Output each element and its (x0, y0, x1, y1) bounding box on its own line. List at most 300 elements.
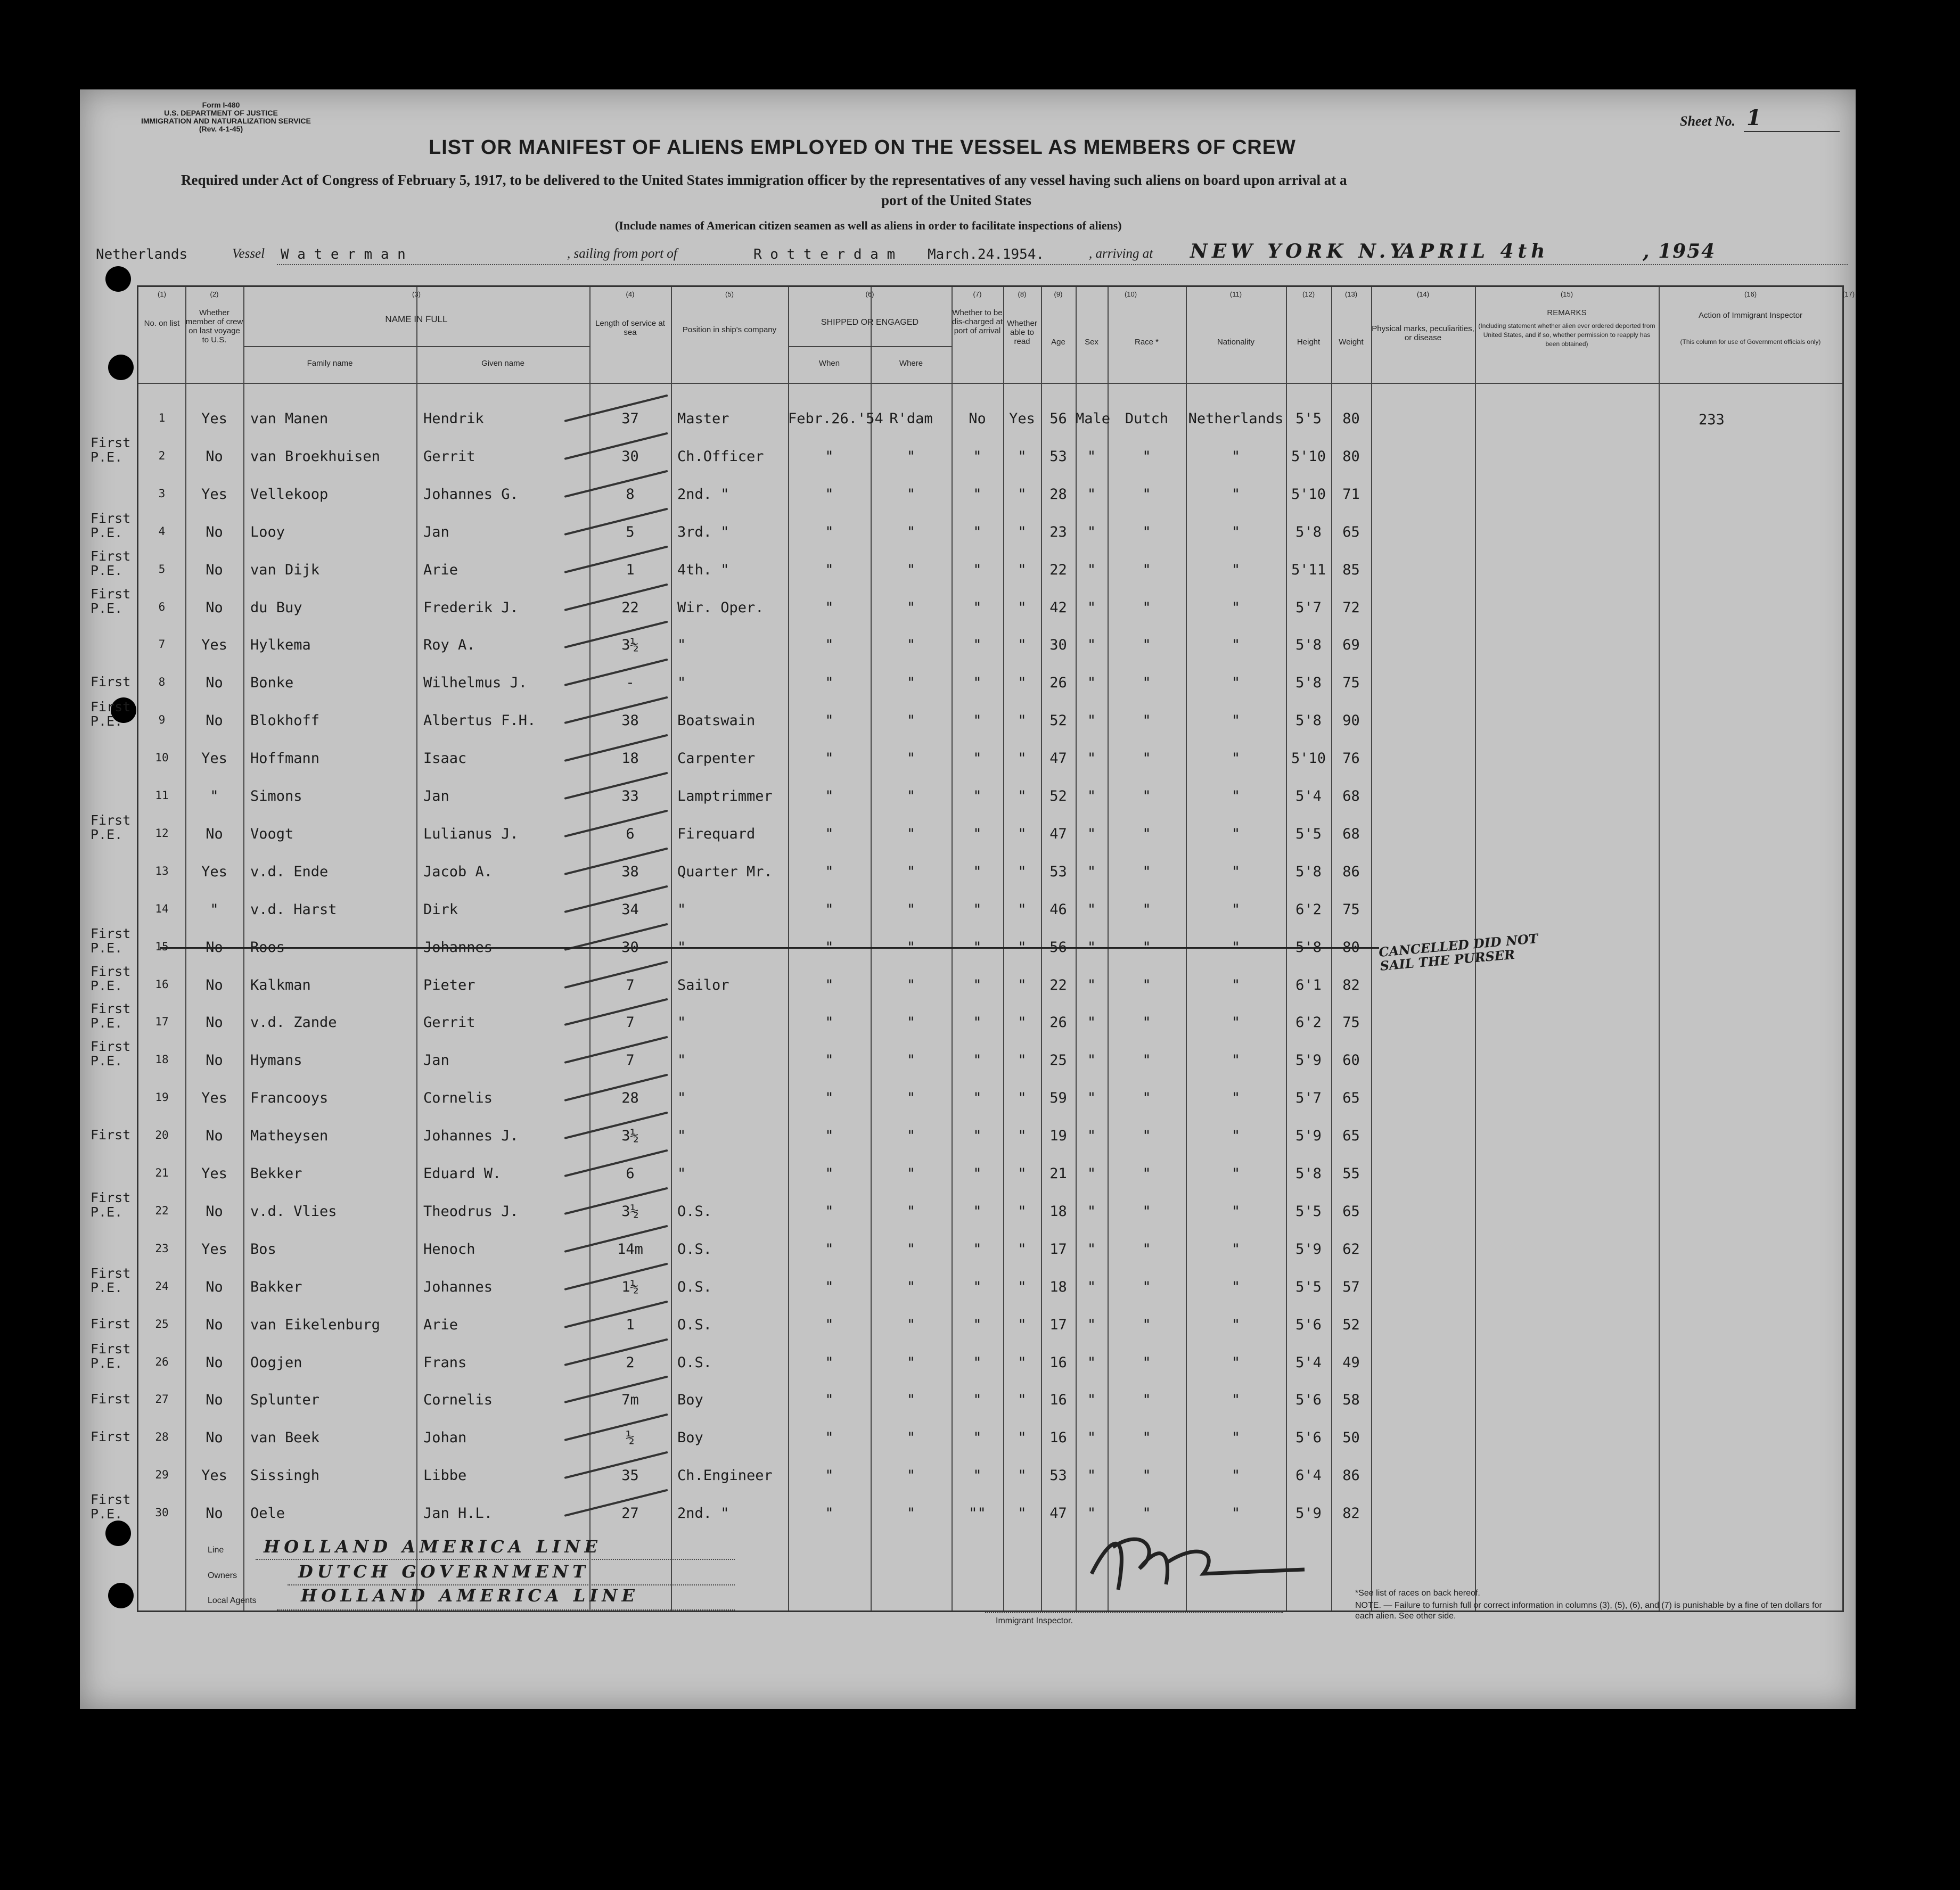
cell-position: " (677, 901, 686, 918)
cell-position: O.S. (677, 1278, 712, 1295)
cell-given: Roy A. (423, 637, 475, 654)
cell-service: 28 (621, 1090, 639, 1107)
column-rule (1659, 287, 1660, 1610)
cell-prev: No (206, 1278, 223, 1295)
sailing-label: , sailing from port of (567, 246, 677, 261)
cell-no: 2 (158, 449, 166, 462)
cell-position: " (677, 1128, 686, 1145)
cell-nationality: " (1231, 1090, 1241, 1107)
cell-no: 11 (155, 789, 169, 802)
cell-given: Jan H.L. (423, 1505, 493, 1522)
cell-discharged: No (969, 410, 986, 427)
cell-weight: 57 (1342, 1278, 1360, 1295)
cell-height: 5'8 (1295, 939, 1322, 956)
cell-prev: Yes (201, 1240, 227, 1258)
cell-when: " (825, 976, 834, 993)
cell-height: 5'8 (1295, 675, 1322, 692)
cell-age: 28 (1049, 486, 1067, 503)
cell-prev: No (206, 1052, 223, 1069)
cell-service: 34 (621, 901, 639, 918)
line-label: Line (208, 1546, 224, 1555)
cell-given: Lulianus J. (423, 825, 519, 842)
cell-race: " (1142, 486, 1151, 503)
column-number: (9) (1054, 290, 1063, 298)
cell-age: 53 (1049, 448, 1067, 465)
cell-age: 21 (1049, 1165, 1067, 1182)
cell-position: " (677, 1014, 686, 1031)
cell-sex: " (1087, 1392, 1096, 1409)
cell-sex: " (1087, 788, 1096, 804)
col-race-header: Race * (1134, 338, 1159, 347)
cell-height: 5'4 (1295, 788, 1322, 804)
first-pe-note: First P.E. (91, 963, 131, 993)
cell-nationality: " (1231, 1128, 1241, 1145)
cell-discharged: " (973, 750, 982, 767)
footer-rules (288, 1584, 735, 1585)
cell-weight: 49 (1342, 1354, 1360, 1371)
cell-prev: Yes (201, 863, 227, 880)
cell-weight: 75 (1342, 675, 1360, 692)
cell-given: Dirk (423, 901, 458, 918)
cell-no: 15 (155, 940, 169, 953)
cell-no: 1 (158, 412, 166, 424)
cell-position: Boatswain (677, 712, 756, 729)
cell-family: Francooys (250, 1090, 329, 1107)
column-rule (243, 287, 244, 1610)
vessel-label: Vessel (232, 246, 265, 261)
cell-read: " (1018, 448, 1027, 465)
cell-race: " (1142, 825, 1151, 842)
cell-service: 1 (626, 1316, 635, 1333)
cell-weight: 85 (1342, 561, 1360, 578)
cell-no: 6 (158, 600, 166, 613)
cell-discharged: " (973, 1429, 982, 1447)
cell-age: 16 (1049, 1354, 1067, 1371)
cell-sex: " (1087, 825, 1096, 842)
column-number: (12) (1302, 290, 1315, 298)
cell-service: 1 (626, 561, 635, 578)
cell-weight: 55 (1342, 1165, 1360, 1182)
line-value: HOLLAND AMERICA LINE (264, 1536, 602, 1557)
cell-when: " (825, 1165, 834, 1182)
cell-race: " (1142, 1203, 1151, 1220)
cell-prev: Yes (201, 1165, 227, 1182)
cell-sex: " (1087, 523, 1096, 540)
cell-service: 35 (621, 1467, 639, 1484)
first-pe-note: First (91, 1127, 131, 1143)
cell-position: " (677, 675, 686, 692)
cell-when: " (825, 825, 834, 842)
cell-when: " (825, 486, 834, 503)
cell-where: " (906, 675, 916, 692)
cell-family: Roos (250, 939, 285, 956)
cell-service: 8 (626, 486, 635, 503)
cell-when: " (825, 1278, 834, 1295)
cell-position: Quarter Mr. (677, 863, 773, 880)
cell-position: Ch.Engineer (677, 1467, 773, 1484)
cell-nationality: " (1231, 788, 1241, 804)
cell-height: 6'2 (1295, 901, 1322, 918)
col-prev-voyage-header: Whether member of crew on last voyage to U.S. (185, 308, 243, 344)
cell-position: Carpenter (677, 750, 756, 767)
cell-given: Hendrik (423, 410, 484, 427)
cell-age: 18 (1049, 1203, 1067, 1220)
cell-where: " (906, 750, 916, 767)
sheet-number-label: Sheet No. (1680, 113, 1735, 129)
cell-when: Febr.26.'54 (788, 410, 883, 427)
cell-race: " (1142, 1467, 1151, 1484)
cell-no: 23 (155, 1242, 169, 1255)
cell-nationality: " (1231, 1505, 1241, 1522)
cell-given: Cornelis (423, 1090, 493, 1107)
punch-hole (108, 355, 134, 380)
cell-family: Simons (250, 788, 302, 804)
cell-discharged: " (973, 1467, 982, 1484)
cell-nationality: " (1231, 1354, 1241, 1371)
cell-sex: " (1087, 486, 1096, 503)
cell-read: " (1018, 825, 1027, 842)
cell-weight: 60 (1342, 1052, 1360, 1069)
cell-family: Hymans (250, 1052, 302, 1069)
cell-race: " (1142, 1052, 1151, 1069)
cell-sex: " (1087, 1467, 1096, 1484)
cell-position: Wir. Oper. (677, 599, 764, 616)
cell-sex: " (1087, 448, 1096, 465)
cell-nationality: " (1231, 561, 1241, 578)
cell-when: " (825, 750, 834, 767)
cell-where: " (906, 448, 916, 465)
cell-family: Splunter (250, 1392, 320, 1409)
first-pe-note: First P.E. (91, 1341, 131, 1371)
cell-weight: 76 (1342, 750, 1360, 767)
first-pe-note: First (91, 674, 131, 690)
cell-discharged: " (973, 1128, 982, 1145)
cell-age: 18 (1049, 1278, 1067, 1295)
col-name-header: NAME IN FULL (385, 314, 448, 324)
cell-given: Frederik J. (423, 599, 519, 616)
cell-given: Jacob A. (423, 863, 493, 880)
cell-age: 53 (1049, 863, 1067, 880)
cell-position: O.S. (677, 1240, 712, 1258)
cell-age: 16 (1049, 1429, 1067, 1447)
cell-race: " (1142, 1090, 1151, 1107)
cell-sex: " (1087, 1128, 1096, 1145)
cell-prev: No (206, 976, 223, 993)
first-pe-note: First P.E. (91, 925, 131, 956)
column-number: (6) (865, 290, 874, 298)
cell-height: 6'4 (1295, 1467, 1322, 1484)
owners-value: DUTCH GOVERNMENT (298, 1562, 589, 1582)
cell-position: O.S. (677, 1354, 712, 1371)
cell-read: " (1018, 599, 1027, 616)
cell-family: Bakker (250, 1278, 302, 1295)
cell-where: " (906, 1165, 916, 1182)
cell-height: 5'7 (1295, 1090, 1322, 1107)
cell-read: " (1018, 1165, 1027, 1182)
cell-family: Bonke (250, 675, 294, 692)
manifest-sheet (80, 89, 1856, 1709)
cell-nationality: " (1231, 675, 1241, 692)
cell-family: Hylkema (250, 637, 311, 654)
cell-position: Lamptrimmer (677, 788, 773, 804)
first-pe-note: First P.E. (91, 1189, 131, 1220)
cell-sex: Male (1076, 410, 1111, 427)
cell-no: 30 (155, 1506, 169, 1519)
cell-height: 5'5 (1295, 1278, 1322, 1295)
cell-no: 27 (155, 1393, 169, 1406)
shipped-subheader-rule (788, 346, 952, 347)
sheet-number-value: 1 (1746, 105, 1766, 130)
cell-discharged: " (973, 1278, 982, 1295)
cell-service: 7 (626, 1014, 635, 1031)
cell-where: " (906, 1052, 916, 1069)
first-pe-note: First (91, 1429, 131, 1445)
cell-weight: 58 (1342, 1392, 1360, 1409)
cell-family: v.d. Vlies (250, 1203, 337, 1220)
cell-read: " (1018, 1128, 1027, 1145)
cell-family: Kalkman (250, 976, 311, 993)
col-action-header: Action of Immigrant Inspector (1698, 311, 1803, 320)
cell-where: " (906, 1090, 916, 1107)
column-number: (7) (973, 290, 982, 298)
cell-where: " (906, 637, 916, 654)
cell-read: " (1018, 675, 1027, 692)
cell-given: Gerrit (423, 1014, 475, 1031)
cell-when: " (825, 863, 834, 880)
cell-read: " (1018, 523, 1027, 540)
page-title: LIST OR MANIFEST OF ALIENS EMPLOYED ON THE VESSEL AS MEMBERS OF CREW (429, 136, 1296, 159)
cell-nationality: " (1231, 1203, 1241, 1220)
cell-no: 14 (155, 902, 169, 915)
cell-family: van Dijk (250, 561, 320, 578)
cell-where: " (906, 1203, 916, 1220)
subtitle-act: Required under Act of Congress of February 5, 1917, to be delivered to the United States immigration officer by the representatives of any vessel having such aliens on board upon arrival at a (181, 172, 1347, 188)
cell-height: 5'5 (1295, 1203, 1322, 1220)
cell-read: " (1018, 1429, 1027, 1447)
cell-sex: " (1087, 1052, 1096, 1069)
cell-weight: 65 (1342, 1090, 1360, 1107)
cell-service: 7 (626, 1052, 635, 1069)
cell-service: 27 (621, 1505, 639, 1522)
cell-weight: 68 (1342, 788, 1360, 804)
cell-prev: Yes (201, 486, 227, 503)
cell-height: 5'5 (1295, 410, 1322, 427)
cell-age: 30 (1049, 637, 1067, 654)
cell-sex: " (1087, 939, 1096, 956)
cell-height: 5'9 (1295, 1128, 1322, 1145)
cell-position: O.S. (677, 1203, 712, 1220)
cell-race: " (1142, 637, 1151, 654)
cell-family: Hoffmann (250, 750, 320, 767)
cell-discharged: " (973, 675, 982, 692)
cell-nationality: " (1231, 901, 1241, 918)
vessel-name: W a t e r m a n (281, 246, 406, 262)
cell-no: 13 (155, 864, 169, 877)
cell-weight: 75 (1342, 901, 1360, 918)
column-rule (671, 287, 672, 1610)
cell-prev: Yes (201, 1090, 227, 1107)
cell-read: " (1018, 1090, 1027, 1107)
cell-no: 7 (158, 638, 166, 651)
cell-sex: " (1087, 1014, 1096, 1031)
cell-sex: " (1087, 712, 1096, 729)
cell-height: 5'5 (1295, 825, 1322, 842)
cell-where: " (906, 1354, 916, 1371)
cell-race: " (1142, 1165, 1151, 1182)
cell-prev: No (206, 1505, 223, 1522)
cell-prev: No (206, 561, 223, 578)
cell-family: Bekker (250, 1165, 302, 1182)
cell-age: 23 (1049, 523, 1067, 540)
cell-service: 2 (626, 1354, 635, 1371)
cell-discharged: " (973, 1090, 982, 1107)
cell-read: " (1018, 486, 1027, 503)
cell-sex: " (1087, 1278, 1096, 1295)
cell-when: " (825, 448, 834, 465)
cell-family: v.d. Ende (250, 863, 329, 880)
cell-read: " (1018, 976, 1027, 993)
col-shipped-header: SHIPPED OR ENGAGED (821, 318, 919, 327)
cell-when: " (825, 788, 834, 804)
cell-read: " (1018, 1392, 1027, 1409)
cell-prev: Yes (201, 750, 227, 767)
cell-read: Yes (1009, 410, 1035, 427)
cell-when: " (825, 1354, 834, 1371)
cell-nationality: " (1231, 750, 1241, 767)
cell-service: 3½ (621, 1203, 639, 1220)
cell-nationality: " (1231, 1392, 1241, 1409)
department-name: U.S. DEPARTMENT OF JUSTICE (164, 109, 278, 117)
cell-no: 12 (155, 826, 169, 840)
cell-race: " (1142, 561, 1151, 578)
cell-height: 5'6 (1295, 1316, 1322, 1333)
cell-where: " (906, 1392, 916, 1409)
cell-height: 5'10 (1291, 486, 1326, 503)
first-pe-note: First (91, 1391, 131, 1407)
cell-position: 3rd. " (677, 523, 729, 540)
cell-given: Albertus F.H. (423, 712, 536, 729)
footer-rules (277, 1609, 735, 1610)
col-weight-header: Weight (1339, 338, 1364, 347)
cell-discharged: " (973, 1203, 982, 1220)
punch-hole (105, 1521, 131, 1546)
column-number: (13) (1344, 290, 1358, 298)
cell-nationality: " (1231, 712, 1241, 729)
cell-when: " (825, 1090, 834, 1107)
cell-height: 5'8 (1295, 523, 1322, 540)
cell-given: Jan (423, 1052, 449, 1069)
cell-prev: No (206, 1203, 223, 1220)
cell-sex: " (1087, 1203, 1096, 1220)
cell-race: " (1142, 939, 1151, 956)
agents-label: Local Agents (208, 1596, 257, 1605)
col-action-note: (This column for use of Government officials only) (1680, 338, 1821, 346)
cell-family: du Buy (250, 599, 302, 616)
cell-where: " (906, 1128, 916, 1145)
inspector-signature (1081, 1510, 1358, 1606)
cell-age: 56 (1049, 939, 1067, 956)
cell-service: 14m (617, 1240, 643, 1258)
cell-age: 47 (1049, 825, 1067, 842)
cell-prev: No (206, 675, 223, 692)
cell-service: 22 (621, 599, 639, 616)
cell-sex: " (1087, 1165, 1096, 1182)
cell-read: " (1018, 561, 1027, 578)
cell-prev: No (206, 1429, 223, 1447)
column-number: (1) (158, 290, 166, 298)
cell-race: " (1142, 1240, 1151, 1258)
header-bottom-rule (138, 383, 1842, 384)
column-number: (16) (1744, 290, 1757, 298)
cell-height: 5'9 (1295, 1505, 1322, 1522)
cell-no: 25 (155, 1317, 169, 1330)
cell-no: 9 (158, 713, 166, 727)
footer-rules (256, 1559, 735, 1560)
cell-service: 30 (621, 939, 639, 956)
cell-family: van Broekhuisen (250, 448, 380, 465)
cell-read: " (1018, 788, 1027, 804)
cell-nationality: " (1231, 1316, 1241, 1333)
cell-discharged: " (973, 863, 982, 880)
cell-given: Johannes (423, 939, 493, 956)
cell-weight: 82 (1342, 1505, 1360, 1522)
cell-discharged: " (973, 825, 982, 842)
cell-nationality: " (1231, 486, 1241, 503)
cell-race: " (1142, 750, 1151, 767)
cell-sex: " (1087, 1354, 1096, 1371)
cell-weight: 69 (1342, 637, 1360, 654)
cell-read: " (1018, 901, 1027, 918)
cell-prev: " (210, 788, 219, 804)
cell-family: van Eikelenburg (250, 1316, 380, 1333)
cell-family: Sissingh (250, 1467, 320, 1484)
cell-race: " (1142, 599, 1151, 616)
cell-when: " (825, 1505, 834, 1522)
cell-position: " (677, 939, 686, 956)
cell-where: " (906, 1505, 916, 1522)
first-pe-note: First P.E. (91, 699, 131, 729)
column-number: (14) (1416, 290, 1430, 298)
column-number: (15) (1560, 290, 1573, 298)
cell-no: 5 (158, 562, 166, 576)
col-given-name-header: Given name (481, 359, 524, 368)
cell-age: 17 (1049, 1316, 1067, 1333)
cell-prev: No (206, 825, 223, 842)
cell-read: " (1018, 1014, 1027, 1031)
cell-read: " (1018, 1354, 1027, 1371)
cell-prev: Yes (201, 410, 227, 427)
crew-manifest-table: (1) (2) (3) (4) (5) (6) (7) (8) (9) (10) (11) (12) (13) (14) (15) (16) (17) No. on list Whether member of crew on last voyage to U.S. NAME IN FULL Family name Given name Length of service at sea Position in ship's company SHIPPED OR ENGAGED When Where Whether to be dis-charged at port of arrival Whether able to read Age Sex Race * Nationality Height Weight Physical marks, peculiarities, or disease REMARKS (Including statement whether alien ever ordered deported from United States, and if so, whether permission to reapply has been obtained) Action of Immigrant Inspector (This column for use of Government officials only) 1 Yes van Manen Hendrik 37 Master Febr.26.'54 R'dam No Yes 56 Male Dutch Netherlands 5'5 80 233 2 No van Broekhuisen Gerrit 30 Ch.Officer " " " " 53 " " " 5'10 80 First P.E. 3 Yes Vellekoop Johannes G. 8 2nd. " " " " " 28 " " " 5'10 71 4 No Looy Jan 5 3rd. " " " " " 23 " " " 5'8 65 First P.E. 5 No van Dijk Arie 1 4th. " " " " " 22 " " " 5'11 85 First P.E. 6 No du Buy Frederik J. 22 Wir. Oper. " " " " 42 " " " 5'7 72 First P.E. 7 Yes Hylkema Roy A. 3½ " " " " " 30 " " " 5'8 69 8 No Bonke Wilhelmus J. - " " " " " 26 " " " 5'8 75 First 9 No Blokhoff Albertus F.H. 38 Boatswain " " " " 52 " " " 5'8 90 First P.E. 10 Yes Hoffmann Isaac 18 Carpenter " " " " 47 " " " 5'10 76 11 " Simons Jan 33 Lamptrimmer " " " " 52 " " " 5'4 68 12 No Voogt Lulianus J. 6 Firequard " " " " 47 " " " 5'5 68 First P.E. 13 Yes v.d. Ende Jacob A. 38 Quarter Mr. " " " " 53 " " " 5'8 86 14 " v.d. Harst Dirk 34 " " " " " 46 " " " 6'2 75 15 No Roos Johannes 30 " " " " " 56 " " " 5'8 80 First P.E. CANCELLED DID NOT SAIL THE PURSER 16 No Kalkman Pieter 7 Sailor " " " " 22 " " " 6'1 82 First P.E. 17 No v.d. Zande Gerrit 7 " " " " " 26 " " " 6'2 75 First P.E. 18 No Hymans Jan 7 " " " " " 25 " " " 5'9 60 First P.E. 19 Yes Francooys Cornelis 28 " " " " " 59 " " " 5'7 65 20 No Matheysen Johannes J. 3½ " " " " " 19 " " " 5'9 65 First 21 Yes Bekker Eduard W. 6 " " " " " 21 " " " 5'8 55 22 No v.d. Vlies Theodrus J. 3½ O.S. " " " " 18 " " " 5'5 65 First P.E. 23 Yes Bos Henoch 14m O.S. " " " " 17 " " " 5'9 62 24 No Bakker Johannes 1½ O.S. " " " " 18 " " " 5'5 57 First P.E. 25 No van Eikelenburg Arie 1 O.S. " " " " 17 " " " 5'6 52 First 26 No Oogjen Frans 2 O.S. " " " " 16 " " " 5'4 49 First P.E. 27 No Splunter Cornelis 7m Boy " " " " 16 " " " 5'6 58 First 28 No van Beek Johan ½ Boy " " " " 16 " " " 5'6 50 First 29 Yes Sissingh Libbe 35 Ch.Engineer " " " " 53 " " " 6'4 86 30 No Oele Jan H.L. 27 2nd. " " " "" " 47 " " " 5'9 82 First P.E. (137, 285, 1844, 1612)
cell-when: " (825, 637, 834, 654)
cell-where: " (906, 1429, 916, 1447)
cell-age: 47 (1049, 750, 1067, 767)
cell-where: " (906, 939, 916, 956)
arrival-port: NEW YORK N.Y. (1190, 240, 1416, 262)
cell-position: 2nd. " (677, 1505, 729, 1522)
cell-read: " (1018, 1505, 1027, 1522)
cell-discharged: " (973, 901, 982, 918)
cell-nationality: " (1231, 939, 1241, 956)
col-service-header: Length of service at sea (595, 319, 665, 337)
cell-family: Oele (250, 1505, 285, 1522)
cell-prev: Yes (201, 637, 227, 654)
cell-nationality: " (1231, 599, 1241, 616)
cell-race: " (1142, 1278, 1151, 1295)
cell-no: 17 (155, 1015, 169, 1029)
cell-race: " (1142, 1354, 1151, 1371)
cell-position: 4th. " (677, 561, 729, 578)
first-pe-note: First (91, 1316, 131, 1332)
